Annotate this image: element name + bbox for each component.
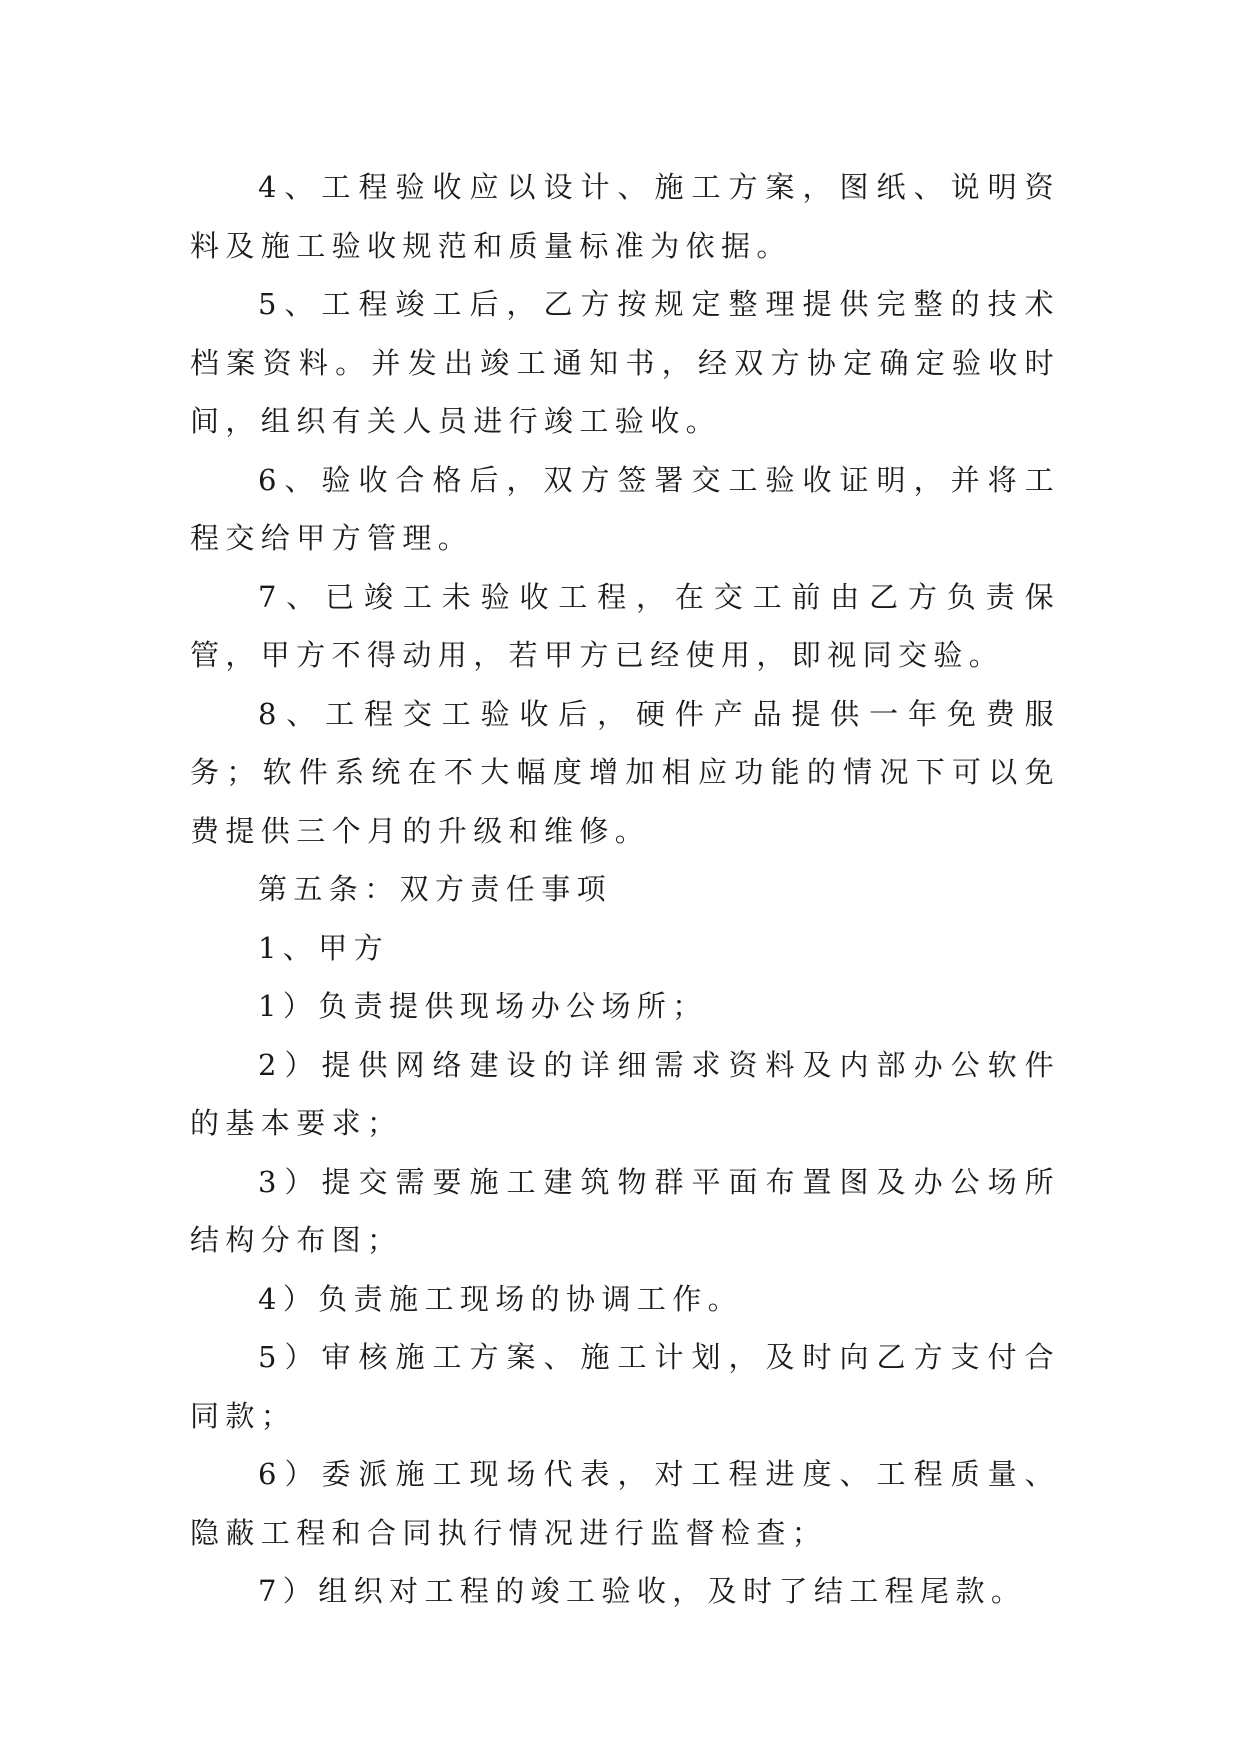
- paragraph-completion-archive: 5、工程竣工后，乙方按规定整理提供完整的技术档案资料。并发出竣工通知书，经双方协定确定验收时间，组织有关人员进行竣工验收。: [190, 287, 1060, 438]
- list-item-office-site: 1）负责提供现场办公场所；: [258, 989, 708, 1023]
- document-body: [190, 158, 1060, 1621]
- paragraph-acceptance-basis: 4、工程验收应以设计、施工方案，图纸、说明资料及施工验收规范和质量标准为依据。: [190, 170, 1060, 263]
- list-item-review-payment: 5）审核施工方案、施工计划，及时向乙方支付合同款；: [190, 1340, 1060, 1433]
- subheading-party-a: 1、甲方: [258, 930, 390, 965]
- list-item-floor-plans: 3）提交需要施工建筑物群平面布置图及办公场所结构分布图；: [190, 1164, 1060, 1257]
- paragraph-custody-before-handover: 7、已竣工未验收工程，在交工前由乙方负责保管，甲方不得动用，若甲方已经使用，即视同交验。: [190, 579, 1060, 672]
- paragraph-warranty-service: 8、工程交工验收后，硬件产品提供一年免费服务；软件系统在不大幅度增加相应功能的情况下可以免费提供三个月的升级和维修。: [190, 696, 1060, 848]
- paragraph-acceptance-certificate: 6、验收合格后，双方签署交工验收证明，并将工程交给甲方管理。: [190, 462, 1060, 555]
- list-item-site-representative: 6）委派施工现场代表，对工程进度、工程质量、隐蔽工程和合同执行情况进行监督检查；: [190, 1457, 1060, 1550]
- section-heading-article-five: 第五条：双方责任事项: [258, 872, 613, 906]
- list-item-site-coordination: 4）负责施工现场的协调工作。: [258, 1281, 744, 1316]
- list-item-final-acceptance: 7）组织对工程的竣工验收，及时了结工程尾款。: [258, 1574, 1027, 1608]
- list-item-requirements: 2）提供网络建设的详细需求资料及内部办公软件的基本要求；: [190, 1047, 1060, 1140]
